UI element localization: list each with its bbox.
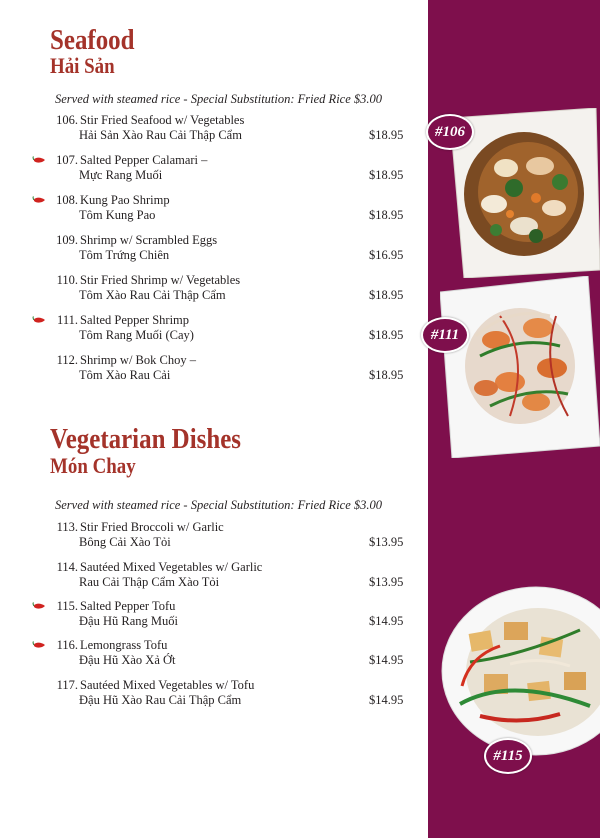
shrimp-plate-photo (440, 276, 600, 458)
item-price: $18.95 (369, 128, 404, 142)
item-name-vn: Đậu Hũ Xào Xả Ớt (79, 653, 176, 667)
item-name-vn: Bông Cải Xào Tỏi (79, 535, 171, 549)
chili-pepper-icon (32, 155, 47, 165)
item-name-vn: Tôm Xào Rau Cải (79, 368, 171, 382)
dish-label-badge: #106 (426, 114, 474, 150)
menu-item-116 (0, 638, 420, 672)
item-price: $18.95 (369, 328, 404, 342)
chili-pepper-icon (32, 315, 47, 325)
item-price: $14.95 (369, 693, 404, 707)
item-number: 108. (56, 193, 78, 207)
item-name-vn: Mực Rang Muối (79, 168, 163, 182)
item-name-vn: Tôm Trứng Chiên (79, 248, 170, 262)
item-number: 109. (56, 233, 78, 247)
item-price: $18.95 (369, 208, 404, 222)
item-number: 113. (56, 520, 78, 534)
menu-item-108 (0, 193, 420, 227)
item-name-vn: Đậu Hũ Rang Muối (79, 614, 178, 628)
item-name-vn: Hải Sản Xào Rau Cải Thập Cẩm (79, 128, 242, 142)
dish-label-badge: #115 (484, 738, 532, 774)
vegetarian-title: Vegetarian Dishes (50, 423, 241, 455)
item-price: $14.95 (369, 614, 404, 628)
menu-item-115 (0, 599, 420, 633)
item-name: Sautéed Mixed Vegetables w/ Garlic (80, 560, 263, 574)
item-name-vn: Tôm Kung Pao (79, 208, 156, 222)
item-name: Stir Fried Seafood w/ Vegetables (80, 113, 245, 127)
item-price: $13.95 (369, 535, 404, 549)
item-price: $13.95 (369, 575, 404, 589)
item-name: Salted Pepper Tofu (80, 599, 176, 613)
menu-item-112 (0, 353, 420, 387)
menu-item-106 (0, 113, 420, 147)
dish-label-badge: #111 (421, 317, 469, 353)
item-name: Stir Fried Shrimp w/ Vegetables (80, 273, 241, 287)
item-number: 110. (56, 273, 78, 287)
item-name: Shrimp w/ Bok Choy – (80, 353, 196, 367)
menu-item-107 (0, 153, 420, 187)
chili-pepper-icon (32, 640, 47, 650)
seafood-title: Seafood (50, 24, 135, 56)
item-name-vn: Đậu Hũ Xào Rau Cải Thập Cẩm (79, 693, 242, 707)
item-name: Kung Pao Shrimp (80, 193, 170, 207)
item-number: 112. (56, 353, 78, 367)
item-name: Salted Pepper Calamari – (80, 153, 208, 167)
menu-item-109 (0, 233, 420, 267)
item-name: Stir Fried Broccoli w/ Garlic (80, 520, 224, 534)
item-price: $18.95 (369, 368, 404, 382)
tofu-plate-photo (440, 586, 600, 756)
item-number: 106. (56, 113, 78, 127)
item-name-vn: Tôm Xào Rau Cải Thập Cẩm (79, 288, 226, 302)
item-number: 111. (57, 313, 78, 327)
menu-item-111 (0, 313, 420, 347)
item-name: Shrimp w/ Scrambled Eggs (80, 233, 218, 247)
item-name-vn: Tôm Rang Muối (Cay) (79, 328, 194, 342)
chili-pepper-icon (32, 601, 47, 611)
vegetarian-title-vn: Món Chay (50, 453, 136, 478)
vegetarian-note: Served with steamed rice - Special Substitution: Fried Rice $3.00 (55, 498, 383, 512)
seafood-title-vn: Hải Sản (50, 53, 115, 78)
item-price: $18.95 (369, 168, 404, 182)
item-name: Sautéed Mixed Vegetables w/ Tofu (80, 678, 255, 692)
menu-item-113 (0, 520, 420, 554)
item-price: $18.95 (369, 288, 404, 302)
item-number: 116. (56, 638, 78, 652)
item-number: 115. (56, 599, 78, 613)
seafood-note: Served with steamed rice - Special Substitution: Fried Rice $3.00 (55, 92, 383, 106)
chili-pepper-icon (32, 195, 47, 205)
item-number: 114. (56, 560, 78, 574)
item-number: 117. (56, 678, 78, 692)
item-name: Lemongrass Tofu (80, 638, 168, 652)
item-name-vn: Rau Cải Thập Cẩm Xào Tỏi (79, 575, 220, 589)
menu-item-117 (0, 678, 420, 712)
item-price: $16.95 (369, 248, 404, 262)
item-price: $14.95 (369, 653, 404, 667)
menu-item-110 (0, 273, 420, 307)
menu-item-114 (0, 560, 420, 594)
item-number: 107. (56, 153, 78, 167)
item-name: Salted Pepper Shrimp (80, 313, 190, 327)
